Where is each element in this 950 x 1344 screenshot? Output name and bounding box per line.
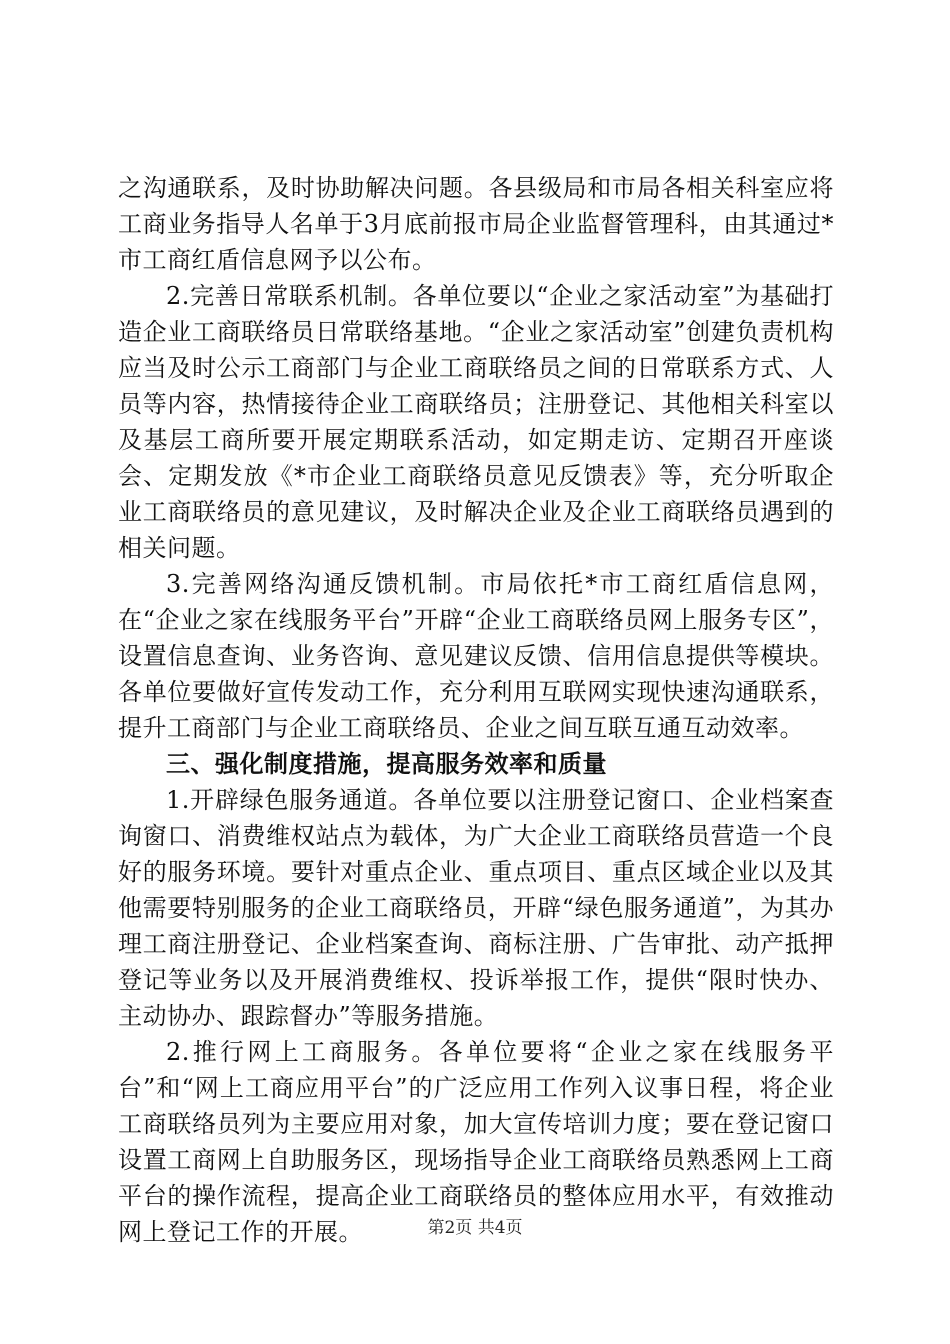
paragraph-green-channel: 1.开辟绿色服务通道。各单位要以注册登记窗口、企业档案查询窗口、消费维权站点为载体，为广大企业工商联络员营造一个良好的服务环境。要针对重点企业、重点项目、重点区域企业以及其他需要特别服务的企业工商联络员，开辟“绿色服务通道”，为其办理工商注册登记、企业档案查询、商标注册、广告审批、动产抵押登记等业务以及开展消费维权、投诉举报工作，提供“限时快办、主动协办、跟踪督办”等服务措施。 xyxy=(118,786,834,1030)
section-heading: 三、强化制度措施，提高服务效率和质量 xyxy=(166,750,607,778)
paragraph-continuation: 之沟通联系，及时协助解决问题。各县级局和市局各相关科室应将工商业务指导人名单于3月底前报市局企业监督管理科，由其通过*市工商红盾信息网予以公布。 xyxy=(118,174,834,274)
paragraph-daily-contact-mechanism: 2.完善日常联系机制。各单位要以“企业之家活动室”为基础打造企业工商联络员日常联络基地。“企业之家活动室”创建负责机构应当及时公示工商部门与企业工商联络员之间的日常联系方式、人员等内容，热情接待企业工商联络员；注册登记、其他相关科室以及基层工商所要开展定期联系活动，如定期走访、定期召开座谈会、定期发放《*市企业工商联络员意见反馈表》等，充分听取企业工商联络员的意见建议，及时解决企业及企业工商联络员遇到的相关问题。 xyxy=(118,282,834,562)
paragraph-online-services: 2.推行网上工商服务。各单位要将“企业之家在线服务平台”和“网上工商应用平台”的广泛应用工作列入议事日程，将企业工商联络员列为主要应用对象，加大宣传培训力度；要在登记窗口设置工商网上自助服务区，现场指导企业工商联络员熟悉网上工商平台的操作流程，提高企业工商联络员的整体应用水平，有效推动网上登记工作的开展。 xyxy=(118,1038,834,1246)
page-footer: 第2页 共4页 xyxy=(427,1218,523,1238)
document-body xyxy=(118,170,834,1250)
paragraph-network-feedback-mechanism: 3.完善网络沟通反馈机制。市局依托*市工商红盾信息网，在“企业之家在线服务平台”开辟“企业工商联络员网上服务专区”，设置信息查询、业务咨询、意见建议反馈、信用信息提供等模块。各单位要做好宣传发动工作，充分利用互联网实现快速沟通联系，提升工商部门与企业工商联络员、企业之间互联互通互动效率。 xyxy=(118,570,834,742)
